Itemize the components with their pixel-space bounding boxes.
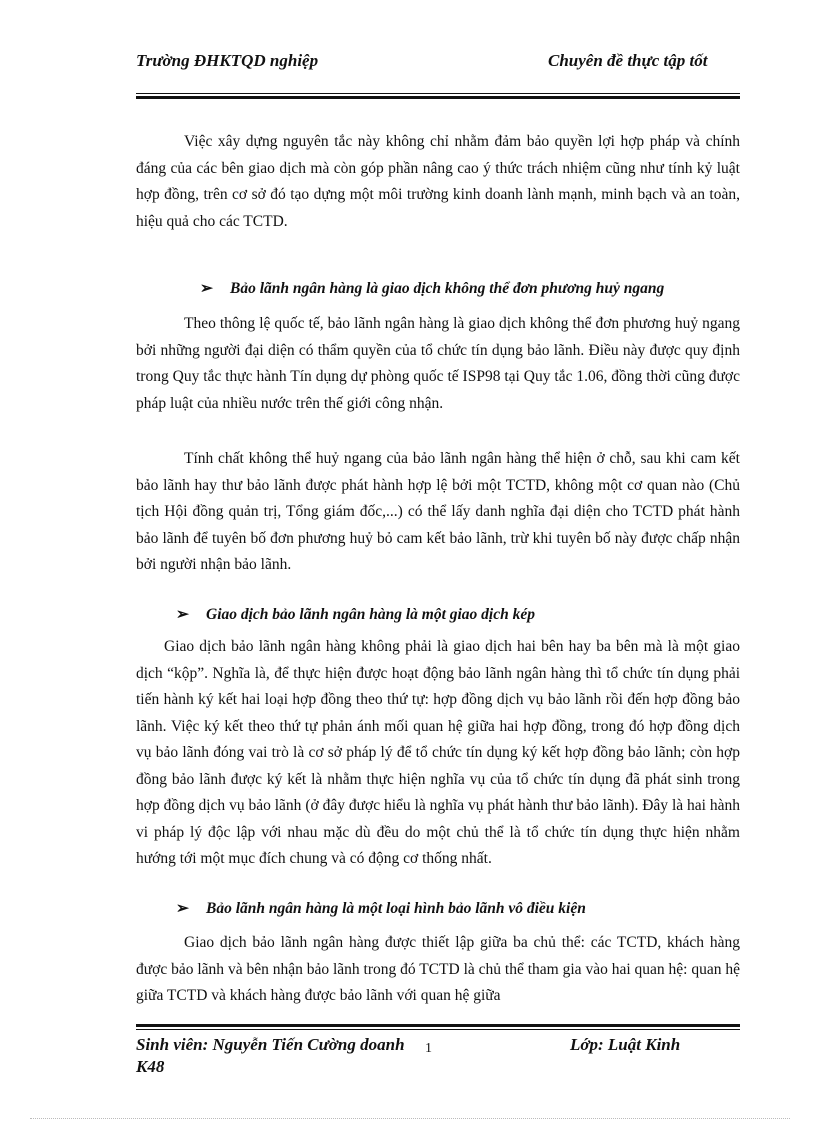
heading-3-text: Bảo lãnh ngân hàng là một loại hình bảo lãnh vô điều kiện	[206, 900, 586, 917]
header-title: Chuyên đề thực tập tốt	[548, 51, 708, 70]
paragraph-4: Giao dịch bảo lãnh ngân hàng không phải là giao dịch hai bên hay ba bên mà là một giao dịch “kộp”. Nghĩa là, để thực hiện được hoạt động bảo lãnh ngân hàng thì tổ chức tín dụng phải tiến hành ký kết hai loại hợp đồng theo thứ tự: hợp đồng dịch vụ bảo lãnh rồi đến hợp đồng bảo lãnh. Việc ký kết theo thứ tự phản ánh mối quan hệ giữa hai hợp đồng, trong đó hợp đồng dịch vụ bảo lãnh đóng vai trò là cơ sở pháp lý để tổ chức tín dụng ký kết hợp đồng bảo lãnh; còn hợp đồng bảo lãnh được ký kết là nhằm thực hiện nghĩa vụ của tổ chức tín dụng đã phát sinh trong hợp đồng dịch vụ bảo lãnh (ở đây được hiểu là nghĩa vụ phát hành thư bảo lãnh). Đây là hai hành vi pháp lý độc lập với nhau mặc dù đều do một chủ thể là tổ chức tín dụng thực hiện nhằm hướng tới một mục đích chung và có động cơ thống nhất.	[136, 638, 740, 867]
footer-student: Sinh viên: Nguyễn Tiến Cường doanh K48	[136, 1035, 405, 1076]
header-rule-thin	[136, 93, 740, 94]
arrow-bullet-icon: ➢	[176, 606, 189, 623]
heading-1-text: Bảo lãnh ngân hàng là giao dịch không thể đơn phương huỷ ngang	[230, 280, 665, 297]
page-bottom-dotted-line	[30, 1118, 790, 1119]
footer-rule-thin	[136, 1029, 740, 1030]
page-number: 1	[425, 1041, 432, 1056]
paragraph-2: Theo thông lệ quốc tế, bảo lãnh ngân hàng là giao dịch không thể đơn phương huỷ ngang bởi những người đại diện có thẩm quyền của tổ chức tín dụng bảo lãnh. Điều này được quy định trong Quy tắc thực hành Tín dụng dự phòng quốc tế ISP98 tại Quy tắc 1.06, đồng thời cũng được pháp luật của nhiều nước trên thế giới công nhận.	[136, 315, 740, 412]
heading-2-text: Giao dịch bảo lãnh ngân hàng là một giao dịch kép	[206, 606, 535, 623]
heading-2	[176, 605, 535, 625]
footer-rule-thick	[136, 1024, 740, 1027]
paragraph-3: Tính chất không thể huỷ ngang của bảo lãnh ngân hàng thể hiện ở chỗ, sau khi cam kết bảo lãnh hay thư bảo lãnh được phát hành hợp lệ bởi một TCTD, không một cơ quan nào (Chủ tịch Hội đồng quản trị, Tổng giám đốc,...) có thể lấy danh nghĩa đại diện cho TCTD phát hành bảo lãnh để tuyên bố đơn phương huỷ bỏ cam kết bảo lãnh, trừ khi tuyên bố này được chấp nhận bởi người nhận bảo lãnh.	[136, 450, 740, 573]
arrow-bullet-icon: ➢	[176, 900, 189, 917]
arrow-bullet-icon: ➢	[200, 280, 213, 297]
paragraph-1: Việc xây dựng nguyên tắc này không chỉ nhằm đảm bảo quyền lợi hợp pháp và chính đáng của các bên giao dịch mà còn góp phần nâng cao ý thức trách nhiệm cũng như tính kỷ luật hợp đồng, trên cơ sở đó tạo dựng một môi trường kinh doanh lành mạnh, minh bạch và an toàn, hiệu quả cho các TCTD.	[136, 133, 740, 230]
heading-3	[176, 899, 586, 919]
heading-1	[200, 279, 664, 299]
header-school: Trường ĐHKTQD nghiệp	[136, 51, 319, 70]
footer-class: Lớp: Luật Kinh	[570, 1035, 681, 1054]
header-rule-thick	[136, 96, 740, 99]
paragraph-5: Giao dịch bảo lãnh ngân hàng được thiết lập giữa ba chủ thể: các TCTD, khách hàng được bảo lãnh và bên nhận bảo lãnh trong đó TCTD là chủ thể tham gia vào hai quan hệ: quan hệ giữa TCTD và khách hàng được bảo lãnh với quan hệ giữa	[136, 934, 740, 1004]
